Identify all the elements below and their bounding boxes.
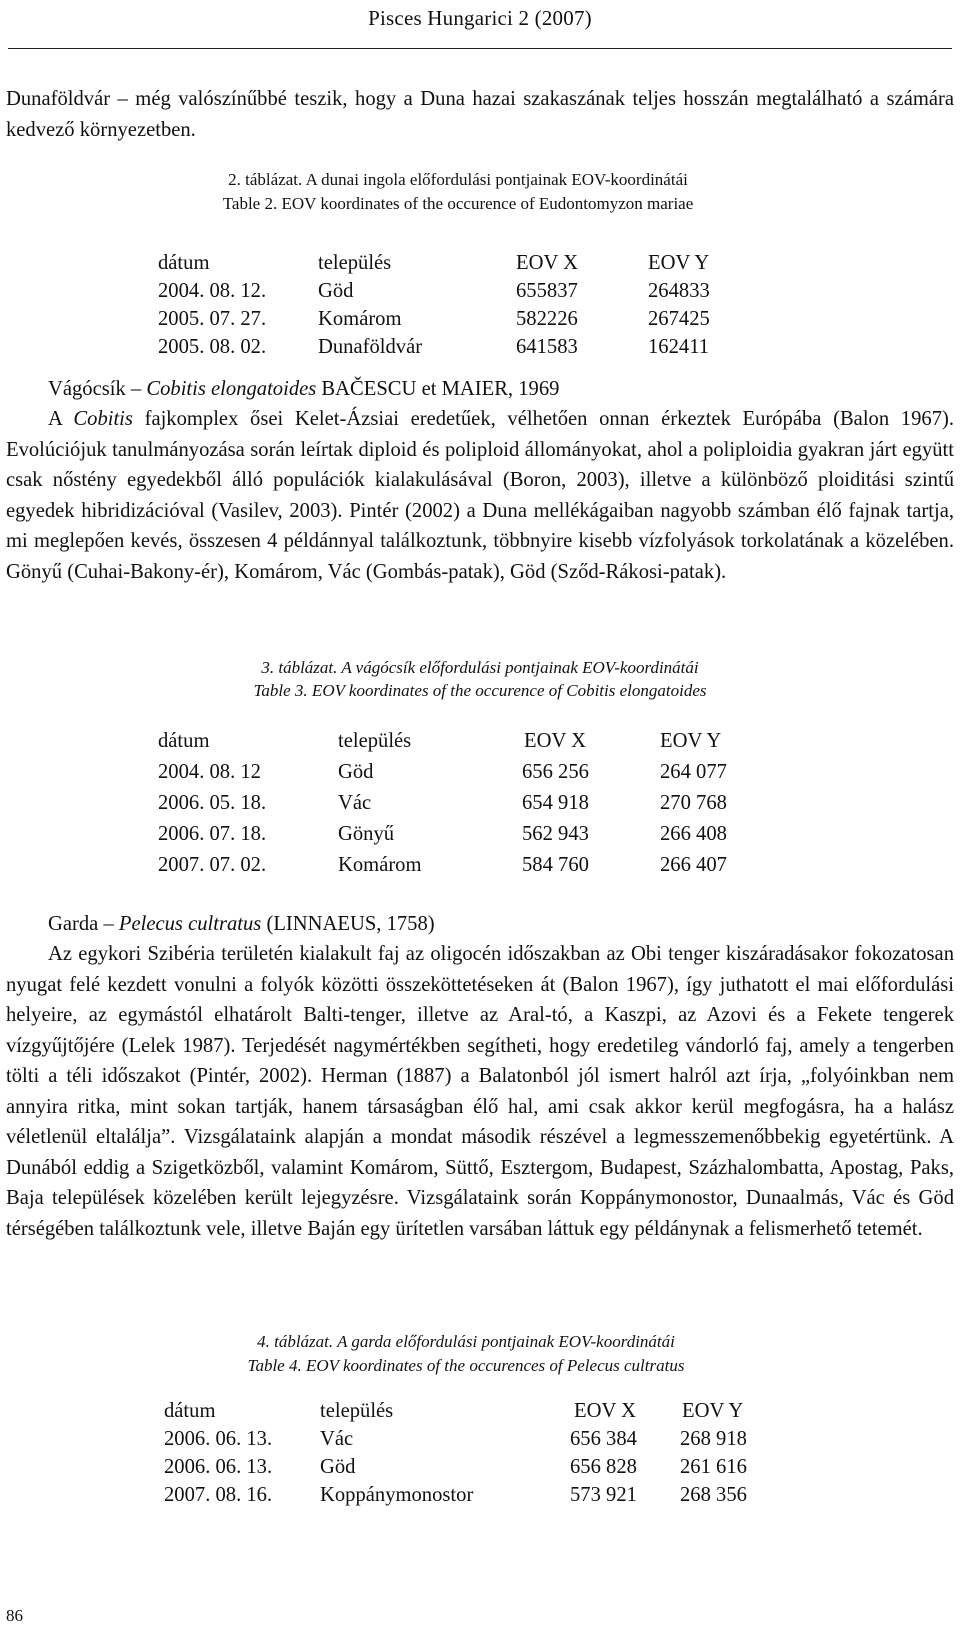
cobitis-common-name: Vágócsík	[48, 378, 126, 400]
header-rule	[8, 48, 952, 49]
table4-cell-place: Koppánymonostor	[320, 1484, 474, 1506]
table4-cell-date: 2006. 06. 13.	[164, 1456, 273, 1478]
table3-cell-place: Komárom	[338, 854, 422, 876]
table2-header-eovy: EOV Y	[648, 252, 710, 274]
intro-paragraph: Dunaföldvár – még valószínűbbé teszik, hogy a Duna hazai szakaszának teljes hosszán megtalálható a számára kedvező környezetben.	[6, 88, 954, 141]
cobitis-latin-name: Cobitis elongatoides	[146, 378, 317, 400]
table2-cell-place: Komárom	[318, 308, 402, 330]
table2-caption-en-text: Table 2. EOV koordinates of the occurence of Eudontomyzon mariae	[222, 194, 694, 213]
table3-caption-en	[0, 679, 960, 703]
pelecus-paragraph	[6, 939, 954, 1244]
table4-header-date: dátum	[164, 1400, 216, 1422]
table3-cell-eovy: 266 407	[660, 854, 727, 876]
table4-cell-place: Vác	[320, 1428, 354, 1450]
table3-cell-date: 2004. 08. 12	[158, 761, 261, 783]
table4-cell-eovy: 261 616	[680, 1456, 747, 1478]
table3-header-date: dátum	[158, 730, 210, 752]
table2-header-date: dátum	[158, 252, 210, 274]
pelecus-common-name: Garda	[48, 913, 99, 935]
table4-cell-date: 2006. 06. 13.	[164, 1428, 273, 1450]
table4-header-eovy: EOV Y	[682, 1400, 744, 1422]
table4-caption-hu	[0, 1330, 946, 1354]
cobitis-heading	[48, 374, 559, 404]
table4-cell-place: Göd	[320, 1456, 356, 1478]
table3-header-eovy: EOV Y	[660, 730, 722, 752]
table4-cell-eovx: 656 384	[570, 1428, 637, 1450]
table4-header-place: település	[320, 1400, 394, 1422]
table2-caption-en	[0, 192, 938, 216]
table3-cell-place: Göd	[338, 761, 374, 783]
cobitis-authority: BAČESCU et MAIER, 1969	[316, 378, 560, 400]
table2-cell-date: 2005. 07. 27.	[158, 308, 267, 330]
table2-header-place: település	[318, 252, 392, 274]
table3-cell-date: 2006. 07. 18.	[158, 823, 267, 845]
table4-caption-en	[0, 1354, 946, 1378]
table3-cell-eovy: 270 768	[660, 792, 727, 814]
table4-cell-eovx: 573 921	[570, 1484, 637, 1506]
table4-caption-hu-text: 4. táblázat. A garda előfordulási pontjainak EOV-koordinátái	[257, 1332, 675, 1351]
table4-header-eovx: EOV X	[574, 1400, 636, 1422]
table2-cell-date: 2005. 08. 02.	[158, 336, 267, 358]
table3-cell-eovx: 584 760	[522, 854, 589, 876]
table3-cell-eovy: 264 077	[660, 761, 727, 783]
table2-cell-date: 2004. 08. 12.	[158, 280, 267, 302]
table4-cell-date: 2007. 08. 16.	[164, 1484, 273, 1506]
table4-caption-en-text: Table 4. EOV koordinates of the occurences of Pelecus cultratus	[247, 1356, 685, 1375]
cobitis-dash: –	[125, 378, 147, 400]
table3-cell-eovx: 656 256	[522, 761, 589, 783]
pelecus-latin-name: Pelecus cultratus	[118, 913, 262, 935]
table4-cell-eovx: 656 828	[570, 1456, 637, 1478]
table3-caption-en-text: Table 3. EOV koordinates of the occurence of Cobitis elongatoides	[253, 681, 707, 700]
cobitis-para-italic: Cobitis	[73, 408, 133, 430]
table2-caption-hu	[0, 168, 938, 192]
pelecus-paragraph-text: Az egykori Szibéria területén kialakult faj az oligocén időszakban az Obi tenger kiszáradásakor fokozatosan nyugat felé kezdett vonulni a folyók közötti összeköttetéseken át (Balon 1967), így juthatott el mai előfordulási helyeire, az egymástól elhatárolt Balti-tenger, illetve az Aral-tó, a Kaszpi, az Azovi és a Fekete tengerek vízgyűjtőjére (Lelek 1987). Terjedését nagymértékben segítheti, hogy eredetileg vándorló faj, amely a tengerben tölti a téli időszakot (Pintér, 2002). Herman (1887) a Balatonból jól ismert halról azt írja, „folyóinkban nem annyira ritka, mint sokan tartják, hanem társaságban élő hal, ami csak akkor kerül megfogásra, ha a halász véletlenül eltalálja”. Vizsgálataink alapján a mondat második részével a legmesszemenőbbekig egyetértünk. A Dunából eddig a Szigetközből, valamint Komárom, Süttő, Esztergom, Budapest, Százhalombatta, Apostag, Paks, Baja települések közelében került lejegyzésre. Vizsgálataink során Koppánymonostor, Dunaalmás, Vác és Göd térségében találkoztunk vele, illetve Baján egy ürítetlen varsában láttuk egy példánynak a felismerhető tetemét.	[6, 943, 954, 1240]
table2-cell-eovx: 641583	[516, 336, 578, 358]
table2-cell-place: Dunaföldvár	[318, 336, 423, 358]
table3-cell-place: Vác	[338, 792, 372, 814]
table3-caption-hu-text: 3. táblázat. A vágócsík előfordulási pontjainak EOV-koordinátái	[261, 658, 699, 677]
cobitis-paragraph	[6, 404, 954, 587]
table2-cell-eovy: 267425	[648, 308, 710, 330]
table2-cell-place: Göd	[318, 280, 354, 302]
table3-header-place: település	[338, 730, 412, 752]
table2-caption-hu-text: 2. táblázat. A dunai ingola előfordulási pontjainak EOV-koordinátái	[228, 170, 688, 189]
table3-cell-eovy: 266 408	[660, 823, 727, 845]
table4-cell-eovy: 268 918	[680, 1428, 747, 1450]
table2-cell-eovx: 655837	[516, 280, 578, 302]
table3-cell-place: Gönyű	[338, 823, 395, 845]
table2-cell-eovx: 582226	[516, 308, 578, 330]
table2-header-eovx: EOV X	[516, 252, 578, 274]
table3-cell-eovx: 562 943	[522, 823, 589, 845]
table3-cell-eovx: 654 918	[522, 792, 589, 814]
table2-cell-eovy: 162411	[648, 336, 710, 358]
table3-cell-date: 2006. 05. 18.	[158, 792, 267, 814]
pelecus-dash: –	[98, 913, 119, 935]
table4-cell-eovy: 268 356	[680, 1484, 747, 1506]
table3-header-eovx: EOV X	[524, 730, 586, 752]
table3-cell-date: 2007. 07. 02.	[158, 854, 267, 876]
running-header: Pisces Hungarici 2 (2007)	[368, 6, 592, 30]
cobitis-para-prefix: A	[48, 408, 74, 430]
table3-caption-hu	[0, 656, 960, 680]
pelecus-authority: (LINNAEUS, 1758)	[261, 913, 435, 935]
table2-cell-eovy: 264833	[648, 280, 710, 302]
cobitis-para-rest: fajkomplex ősei Kelet-Ázsiai eredetűek, vélhetően onnan érkeztek Európába (Balon 1967). Evolúciójuk tanulmányozása során leírtak diploid és poliploid állományokat, ahol a poliploidia gyakran járt együtt csak nőstény egyedekből álló populációk kialakulásával (Boron, 2003), illetve a különböző ploiditási szintű egyedek hibridizációval (Vasilev, 2003). Pintér (2002) a Duna mellékágaiban nagyobb számban élő fajnak tartja, mi meglepően kevés, összesen 4 példánnyal találkoztunk, többnyire kisebb vízfolyások torkolatának a közelében. Gönyű (Cuhai-Bakony-ér), Komárom, Vác (Gombás-patak), Göd (Sződ-Rákosi-patak).	[6, 408, 954, 583]
pelecus-heading	[48, 909, 435, 939]
page-number: 86	[6, 1606, 23, 1625]
